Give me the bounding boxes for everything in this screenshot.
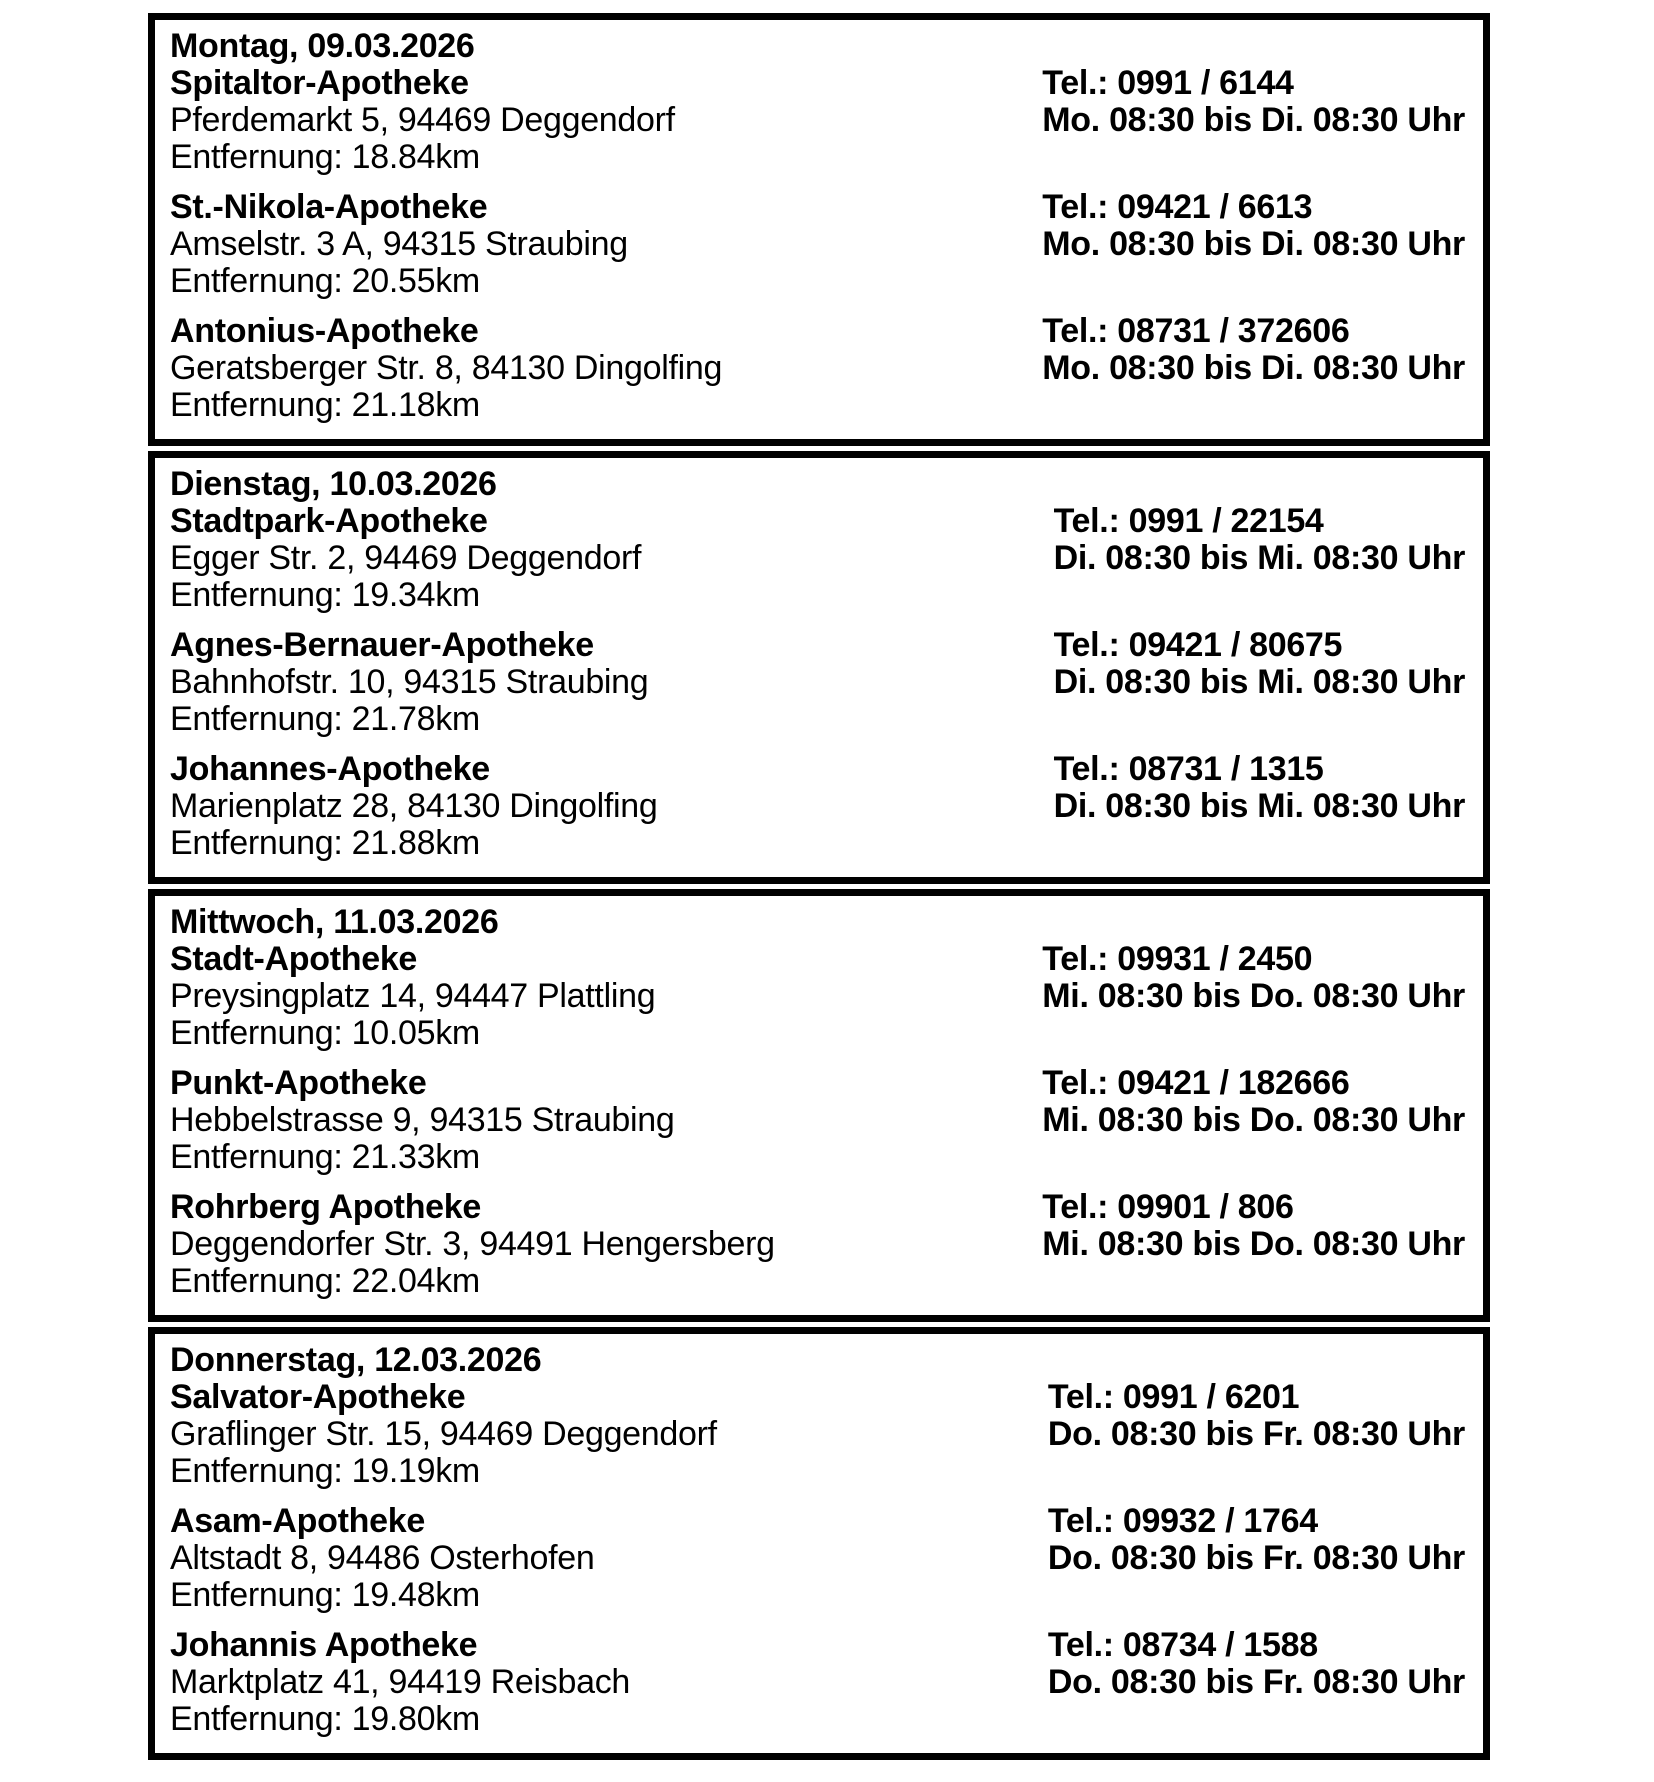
pharmacy-name: Agnes-Bernauer-Apotheke <box>170 626 594 664</box>
pharmacy-address: Hebbelstrasse 9, 94315 Straubing <box>170 1101 675 1139</box>
pharmacy-address: Bahnhofstr. 10, 94315 Straubing <box>170 663 649 701</box>
pharmacy-name: Johannis Apotheke <box>170 1626 478 1664</box>
pharmacy-duty-hours: Mi. 08:30 bis Do. 08:30 Uhr <box>1042 1101 1465 1139</box>
day-entries <box>170 65 1471 424</box>
pharmacy-name: Spitaltor-Apotheke <box>170 64 469 102</box>
day-box <box>148 889 1490 1322</box>
pharmacy-info-right <box>1042 1189 1471 1263</box>
pharmacy-info-right <box>1048 1379 1471 1453</box>
pharmacy-distance: Entfernung: 22.04km <box>170 1262 480 1300</box>
day-box <box>148 451 1490 884</box>
pharmacy-info-left <box>170 313 1042 424</box>
pharmacy-phone: Tel.: 08731 / 372606 <box>1042 312 1350 350</box>
pharmacy-distance: Entfernung: 19.19km <box>170 1452 480 1490</box>
pharmacy-duty-hours: Do. 08:30 bis Fr. 08:30 Uhr <box>1047 1539 1465 1577</box>
pharmacy-info-left <box>170 941 1042 1052</box>
pharmacy-info-right <box>1042 313 1471 387</box>
pharmacy-entry <box>170 1503 1471 1614</box>
pharmacy-entry <box>170 1189 1471 1300</box>
pharmacy-name: Stadtpark-Apotheke <box>170 502 488 540</box>
pharmacy-distance: Entfernung: 21.88km <box>170 824 480 862</box>
pharmacy-address: Altstadt 8, 94486 Osterhofen <box>170 1539 595 1577</box>
pharmacy-duty-hours: Di. 08:30 bis Mi. 08:30 Uhr <box>1053 539 1465 577</box>
pharmacy-duty-hours: Mi. 08:30 bis Do. 08:30 Uhr <box>1042 977 1465 1015</box>
pharmacy-distance: Entfernung: 10.05km <box>170 1014 480 1052</box>
pharmacy-address: Amselstr. 3 A, 94315 Straubing <box>170 225 628 263</box>
day-entries <box>170 503 1471 862</box>
pharmacy-entry <box>170 1627 1471 1738</box>
pharmacy-duty-hours: Mi. 08:30 bis Do. 08:30 Uhr <box>1042 1225 1465 1263</box>
pharmacy-distance: Entfernung: 19.80km <box>170 1700 480 1738</box>
pharmacy-duty-hours: Mo. 08:30 bis Di. 08:30 Uhr <box>1042 101 1465 139</box>
pharmacy-name: Salvator-Apotheke <box>170 1378 466 1416</box>
pharmacy-phone: Tel.: 0991 / 6144 <box>1042 64 1294 102</box>
pharmacy-address: Egger Str. 2, 94469 Deggendorf <box>170 539 642 577</box>
pharmacy-info-left <box>170 189 1042 300</box>
pharmacy-distance: Entfernung: 19.48km <box>170 1576 480 1614</box>
pharmacy-distance: Entfernung: 18.84km <box>170 138 480 176</box>
pharmacy-distance: Entfernung: 21.33km <box>170 1138 480 1176</box>
pharmacy-entry <box>170 627 1471 738</box>
pharmacy-info-left <box>170 1379 1048 1490</box>
pharmacy-info-right <box>1042 65 1471 139</box>
pharmacy-info-left <box>170 1065 1042 1176</box>
pharmacy-info-right <box>1054 627 1471 701</box>
pharmacy-phone: Tel.: 0991 / 6201 <box>1047 1378 1300 1416</box>
pharmacy-info-right <box>1054 503 1471 577</box>
pharmacy-info-left <box>170 627 1054 738</box>
pharmacy-entry <box>170 503 1471 614</box>
pharmacy-address: Graflinger Str. 15, 94469 Deggendorf <box>170 1415 717 1453</box>
pharmacy-name: Antonius-Apotheke <box>170 312 479 350</box>
day-heading: Donnerstag, 12.03.2026 <box>170 1341 542 1379</box>
pharmacy-entry <box>170 941 1471 1052</box>
pharmacy-info-left <box>170 503 1054 614</box>
pharmacy-phone: Tel.: 08734 / 1588 <box>1047 1626 1318 1664</box>
pharmacy-info-right <box>1042 941 1471 1015</box>
pharmacy-info-left <box>170 1627 1048 1738</box>
pharmacy-info-left <box>170 1189 1042 1300</box>
pharmacy-address: Pferdemarkt 5, 94469 Deggendorf <box>170 101 675 139</box>
pharmacy-duty-hours: Di. 08:30 bis Mi. 08:30 Uhr <box>1053 787 1465 825</box>
pharmacy-info-left <box>170 1503 1048 1614</box>
pharmacy-address: Geratsberger Str. 8, 84130 Dingolfing <box>170 349 723 387</box>
day-entries <box>170 941 1471 1300</box>
pharmacy-distance: Entfernung: 19.34km <box>170 576 480 614</box>
pharmacy-address: Preysingplatz 14, 94447 Plattling <box>170 977 656 1015</box>
pharmacy-duty-hours: Mo. 08:30 bis Di. 08:30 Uhr <box>1042 225 1465 263</box>
pharmacy-distance: Entfernung: 21.18km <box>170 386 480 424</box>
pharmacy-info-right <box>1054 751 1471 825</box>
pharmacy-distance: Entfernung: 21.78km <box>170 700 480 738</box>
pharmacy-phone: Tel.: 09421 / 80675 <box>1053 626 1343 664</box>
pharmacy-duty-schedule <box>148 13 1490 1765</box>
pharmacy-phone: Tel.: 09421 / 6613 <box>1042 188 1313 226</box>
day-box <box>148 1327 1490 1760</box>
pharmacy-entry <box>170 751 1471 862</box>
pharmacy-entry <box>170 313 1471 424</box>
pharmacy-duty-hours: Do. 08:30 bis Fr. 08:30 Uhr <box>1047 1415 1465 1453</box>
day-box <box>148 13 1490 446</box>
pharmacy-info-right <box>1048 1627 1471 1701</box>
pharmacy-duty-hours: Mo. 08:30 bis Di. 08:30 Uhr <box>1042 349 1465 387</box>
pharmacy-name: St.-Nikola-Apotheke <box>170 188 488 226</box>
day-heading: Dienstag, 10.03.2026 <box>170 465 497 503</box>
pharmacy-info-right <box>1042 189 1471 263</box>
day-heading: Mittwoch, 11.03.2026 <box>170 903 499 941</box>
pharmacy-name: Rohrberg Apotheke <box>170 1188 481 1226</box>
pharmacy-phone: Tel.: 09932 / 1764 <box>1047 1502 1318 1540</box>
pharmacy-address: Marktplatz 41, 94419 Reisbach <box>170 1663 631 1701</box>
pharmacy-name: Punkt-Apotheke <box>170 1064 427 1102</box>
pharmacy-info-right <box>1042 1065 1471 1139</box>
pharmacy-name: Asam-Apotheke <box>170 1502 425 1540</box>
pharmacy-phone: Tel.: 09421 / 182666 <box>1042 1064 1350 1102</box>
pharmacy-info-right <box>1048 1503 1471 1577</box>
pharmacy-phone: Tel.: 0991 / 22154 <box>1053 502 1324 540</box>
pharmacy-name: Stadt-Apotheke <box>170 940 418 978</box>
pharmacy-phone: Tel.: 08731 / 1315 <box>1053 750 1324 788</box>
pharmacy-duty-hours: Do. 08:30 bis Fr. 08:30 Uhr <box>1047 1663 1465 1701</box>
pharmacy-address: Deggendorfer Str. 3, 94491 Hengersberg <box>170 1225 775 1263</box>
pharmacy-phone: Tel.: 09901 / 806 <box>1042 1188 1294 1226</box>
pharmacy-duty-hours: Di. 08:30 bis Mi. 08:30 Uhr <box>1053 663 1465 701</box>
pharmacy-entry <box>170 1379 1471 1490</box>
pharmacy-entry <box>170 189 1471 300</box>
day-entries <box>170 1379 1471 1738</box>
pharmacy-address: Marienplatz 28, 84130 Dingolfing <box>170 787 658 825</box>
pharmacy-info-left <box>170 65 1042 176</box>
pharmacy-phone: Tel.: 09931 / 2450 <box>1042 940 1313 978</box>
pharmacy-info-left <box>170 751 1054 862</box>
pharmacy-distance: Entfernung: 20.55km <box>170 262 480 300</box>
pharmacy-entry <box>170 1065 1471 1176</box>
pharmacy-name: Johannes-Apotheke <box>170 750 490 788</box>
pharmacy-entry <box>170 65 1471 176</box>
day-heading: Montag, 09.03.2026 <box>170 27 475 65</box>
